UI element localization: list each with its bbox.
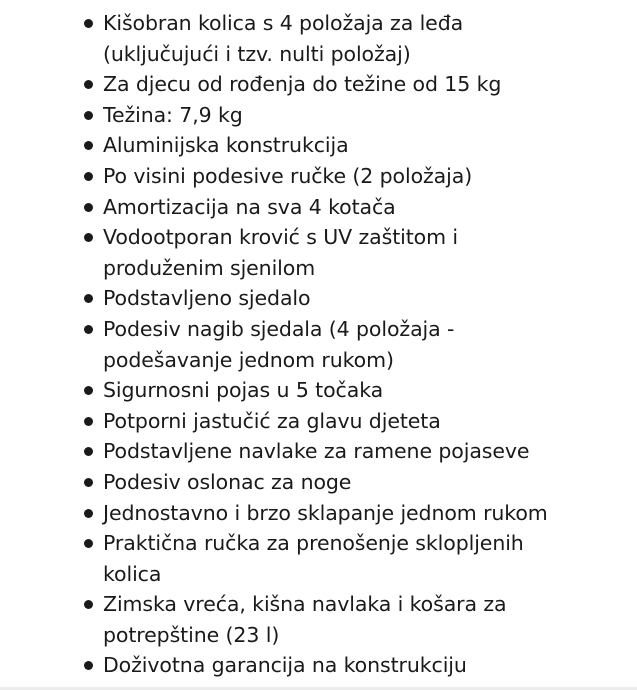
- feature-item: [103, 650, 637, 681]
- bullet-icon: [84, 447, 93, 456]
- feature-item: [103, 192, 637, 223]
- feature-item: [103, 406, 637, 437]
- feature-text: Podstavljeno sjedalo: [103, 286, 311, 311]
- bullet-icon: [84, 19, 93, 28]
- feature-item: [103, 314, 637, 375]
- feature-item: [103, 283, 637, 314]
- bullet-icon: [84, 141, 93, 150]
- feature-item: [103, 467, 637, 498]
- feature-item: [103, 161, 637, 192]
- bullet-icon: [84, 294, 93, 303]
- bullet-icon: [84, 203, 93, 212]
- feature-text: Doživotna garancija na konstrukciju: [103, 653, 467, 678]
- feature-item: [103, 222, 637, 283]
- feature-text: Težina: 7,9 kg: [103, 102, 243, 127]
- feature-item: [103, 375, 637, 406]
- feature-item: [103, 528, 637, 589]
- feature-item: [103, 69, 637, 100]
- feature-text: Podesiv nagib sjedala (4 položaja -: [103, 316, 455, 341]
- feature-text: Podesiv oslonac za noge: [103, 469, 352, 494]
- bullet-icon: [84, 600, 93, 609]
- feature-text: Amortizacija na sva 4 kotača: [103, 194, 396, 219]
- bullet-icon: [84, 325, 93, 334]
- bullet-icon: [84, 509, 93, 518]
- feature-text: Podstavljene navlake za ramene pojaseve: [103, 439, 530, 464]
- bullet-icon: [84, 661, 93, 670]
- bullet-icon: [84, 386, 93, 395]
- bullet-icon: [84, 417, 93, 426]
- bullet-icon: [84, 539, 93, 548]
- bullet-icon: [84, 478, 93, 487]
- feature-text: Aluminijska konstrukcija: [103, 133, 349, 158]
- feature-list: [0, 8, 637, 681]
- bullet-icon: [84, 172, 93, 181]
- bullet-icon: [84, 233, 93, 242]
- bullet-icon: [84, 80, 93, 89]
- feature-text: potrepštine (23 l): [103, 622, 280, 647]
- feature-item: [103, 8, 637, 69]
- feature-text: Potporni jastučić za glavu djeteta: [103, 408, 441, 433]
- feature-text: Zimska vreća, kišna navlaka i košara za: [103, 592, 507, 617]
- feature-text: Kišobran kolica s 4 položaja za leđa: [103, 11, 464, 35]
- feature-item: [103, 436, 637, 467]
- feature-text: Praktična ručka za prenošenje sklopljenih: [103, 531, 524, 556]
- feature-item: [103, 100, 637, 131]
- feature-item: [103, 589, 637, 650]
- bullet-icon: [84, 111, 93, 120]
- feature-item: [103, 498, 637, 529]
- feature-text: produženim sjenilom: [103, 255, 316, 280]
- feature-text: Za djecu od rođenja do težine od 15 kg: [103, 72, 502, 97]
- feature-text: (uključujući i tzv. nulti položaj): [103, 41, 411, 66]
- feature-text: Vodootporan krović s UV zaštitom i: [103, 225, 459, 250]
- feature-text: kolica: [103, 561, 162, 586]
- feature-text: Sigurnosni pojas u 5 točaka: [103, 378, 384, 403]
- feature-text: Jednostavno i brzo sklapanje jednom rukom: [103, 500, 548, 525]
- feature-item: [103, 130, 637, 161]
- feature-text: Po visini podesive ručke (2 položaja): [103, 163, 473, 188]
- feature-text: podešavanje jednom rukom): [103, 347, 394, 372]
